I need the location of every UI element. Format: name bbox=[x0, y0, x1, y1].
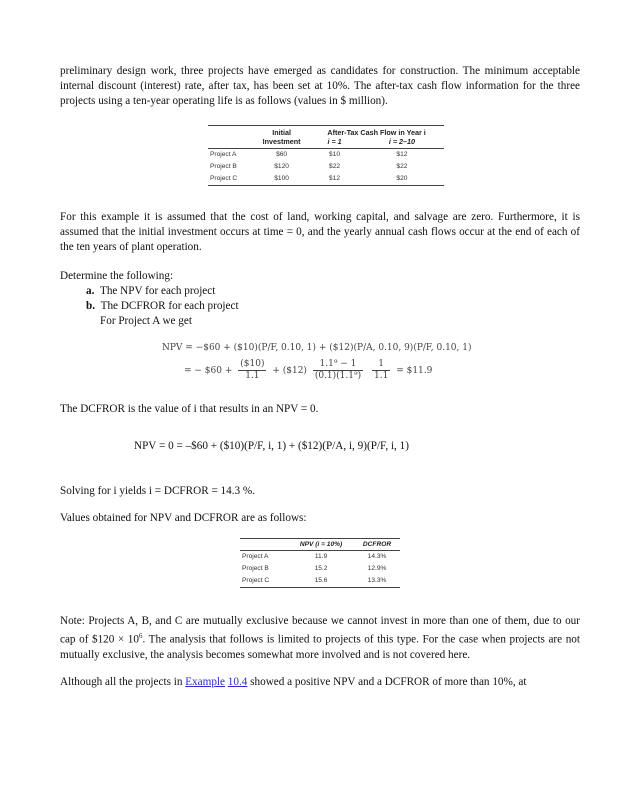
table-row: Project C 15.6 13.3% bbox=[240, 575, 400, 588]
document-page bbox=[60, 64, 580, 690]
col-cashflow: After-Tax Cash Flow in Year i bbox=[309, 126, 444, 138]
table-row: Project C $100 $12 $20 bbox=[208, 173, 444, 186]
solving-text: Solving for i yields i = DCFROR = 14.3 %. bbox=[60, 485, 256, 497]
values-intro: Values obtained for NPV and DCFROR are as follows: bbox=[60, 512, 307, 524]
example-link[interactable]: Example bbox=[185, 675, 225, 688]
col-year1: i = 1 bbox=[309, 137, 360, 149]
closing-paragraph: Although all the projects in Example 10.4 showed a positive NPV and a DCFROR of more than 10%, at bbox=[60, 675, 527, 688]
npv-zero-equation: NPV = 0 = –$60 + ($10)(P/F, i, 1) + ($12)(P/A, i, 9)(P/F, i, 1) bbox=[134, 440, 409, 452]
col-dcfror: DCFROR bbox=[354, 539, 400, 551]
col-initial: Initial bbox=[254, 126, 309, 138]
npv-equation-line2: = − $60 + $\frac{(\$10)}{1.1}$ + ($12) $\frac{\text{1.1⁹ − 1}}{\text{(0.1)(1.1⁹)}}$ $\frac{1}{1.1}$ = $11.9 bbox=[184, 359, 433, 381]
col-npv: NPV (i = 10%) bbox=[288, 539, 354, 551]
npv-equation-block bbox=[162, 341, 580, 382]
note-paragraph: Note: Projects A, B, and C are mutually exclusive because we cannot invest in more than one of them, due to our cap of $120 × $10^6$. The analysis that follows is limited to projects of this type. For the case when projects are not mutually exclusive, the analysis becomes somewhat more involved and is not covered here. bbox=[60, 615, 580, 661]
assumptions-paragraph: For this example it is assumed that the cost of land, working capital, and salvage are zero. Furthermore, it is assumed that the initial investment occurs at time = 0, and the yearly annual cash flows occur at the end of each of the ten years of plant operation. bbox=[60, 211, 580, 253]
col-year2-10: i = 2–10 bbox=[360, 137, 444, 149]
table-row: Project B 15.2 12.9% bbox=[242, 565, 387, 572]
col-investment: Investment bbox=[254, 137, 309, 149]
results-table bbox=[240, 538, 400, 588]
list-item: a. The NPV for each project bbox=[86, 285, 216, 297]
intro-paragraph: preliminary design work, three projects have emerged as candidates for construction. The minimum acceptable internal discount (interest) rate, after tax, has been set at 10%. The after-tax cash flow information for the three projects using a ten-year operating life is as follows (values in $ million). bbox=[60, 65, 580, 107]
npv-equation-line1: NPV = −$60 + ($10)(P/F, 0.10, 1) + ($12)(P/A, 0.10, 9)(P/F, 0.10, 1) bbox=[162, 343, 472, 353]
table-row: Project A $60 $10 $12 bbox=[210, 151, 408, 158]
table-row: Project B $120 $22 $22 bbox=[210, 163, 408, 170]
cash-flow-table bbox=[208, 125, 444, 186]
table-row: Project A 11.9 14.3% bbox=[242, 553, 387, 560]
example-number-link[interactable]: 10.4 bbox=[227, 675, 248, 688]
question-list bbox=[60, 284, 580, 314]
dcfror-definition: The DCFROR is the value of i that results in an NPV = 0. bbox=[60, 403, 319, 415]
project-a-intro: For Project A we get bbox=[100, 315, 192, 327]
list-item: b. The DCFROR for each project bbox=[86, 300, 239, 312]
determine-heading: Determine the following: bbox=[60, 270, 174, 282]
